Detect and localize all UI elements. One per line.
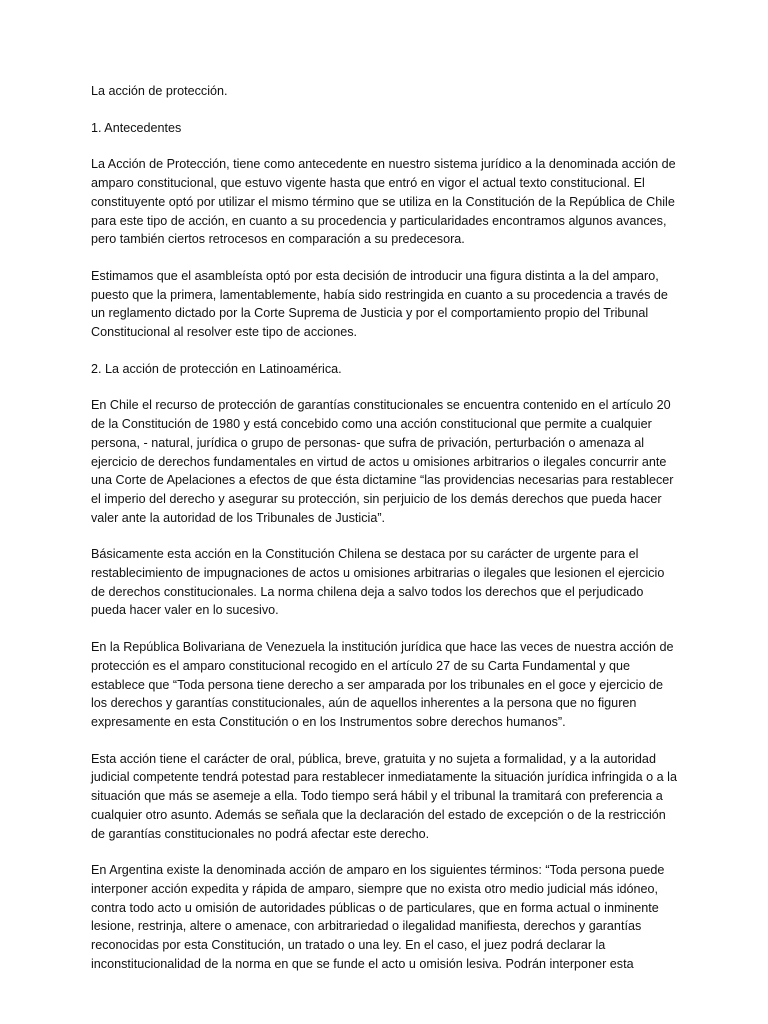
document-page xyxy=(91,80,681,991)
paragraph: La Acción de Protección, tiene como antecedente en nuestro sistema jurídico a la denominada acción de amparo constitucional, que estuvo vigente hasta que entró en vigor el actual texto constitucional. El constituyente optó por utilizar el mismo término que se utiliza en la Constitución de la República de Chile para este tipo de acción, en cuanto a su procedencia y particularidades encontramos algunos avances, pero también ciertos retrocesos en comparación a su predecesora. xyxy=(91,157,676,247)
paragraph: En Argentina existe la denominada acción de amparo en los siguientes términos: “Toda persona puede interponer acción expedita y rápida de amparo, siempre que no exista otro medio judicial más idóneo, contra todo acto u omisión de autoridades públicas o de particulares, que en forma actual o inminente lesione, restrinja, altere o amenace, con arbitrariedad o ilegalidad manifiesta, derechos y garantías reconocidas por esta Constitución, un tratado o una ley. En el caso, el juez podrá declarar la inconstitucionalidad de la norma en que se funde el acto u omisión lesiva. Podrán interponer esta xyxy=(91,863,665,971)
paragraph: En Chile el recurso de protección de garantías constitucionales se encuentra contenido en el artículo 20 de la Constitución de 1980 y está concebido como una acción constitucional que permite a cualquier persona, - natural, jurídica o grupo de personas- que sufra de privación, perturbación o amenaza al ejercicio de derechos fundamentales en virtud de actos u omisiones arbitrarios o ilegales concurrir ante una Corte de Apelaciones a efectos de que ésta dictamine “las providencias necesarias para restablecer el imperio del derecho y asegurar su protección, sin perjuicio de los demás derechos que pueda hacer valer ante la autoridad de los Tribunales de Justicia”. xyxy=(91,398,674,525)
paragraph: En la República Bolivariana de Venezuela la institución jurídica que hace las veces de nuestra acción de protección es el amparo constitucional recogido en el artículo 27 de su Carta Fundamental y que establece que “Toda persona tiene derecho a ser amparada por los tribunales en el goce y ejercicio de los derechos y garantías constitucionales, aún de aquellos inherentes a la persona que no figuren expresamente en esta Constitución o en los Instrumentos sobre derechos humanos”. xyxy=(91,640,674,729)
section-heading-latinoamerica: 2. La acción de protección en Latinoamérica. xyxy=(91,361,342,376)
paragraph: Básicamente esta acción en la Constitución Chilena se destaca por su carácter de urgente para el restablecimiento de impugnaciones de actos u omisiones arbitrarias o ilegales que lesionen el ejercicio de derechos constitucionales. La norma chilena deja a salvo todos los derechos que el perjudicado pueda hacer valer en lo sucesivo. xyxy=(91,547,665,618)
document-title: La acción de protección. xyxy=(91,84,228,98)
section-heading-antecedentes: 1. Antecedentes xyxy=(91,120,182,135)
paragraph: Esta acción tiene el carácter de oral, pública, breve, gratuita y no sujeta a formalidad, y a la autoridad judicial competente tendrá potestad para restablecer inmediatamente la situación jurídica infringida o a la situación que más se asemeje a ella. Todo tiempo será hábil y el tribunal la tramitará con preferencia a cualquier otro asunto. Además se señala que la declaración del estado de excepción o de la restricción de garantías constitucionales no podrá afectar este derecho. xyxy=(91,751,677,841)
paragraph: Estimamos que el asambleísta optó por esta decisión de introducir una figura distinta a la del amparo, puesto que la primera, lamentablemente, había sido restringida en cuanto a su procedencia a través de un reglamento dictado por la Corte Suprema de Justicia y por el comportamiento propio del Tribunal Constitucional al resolver este tipo de acciones. xyxy=(91,268,668,340)
